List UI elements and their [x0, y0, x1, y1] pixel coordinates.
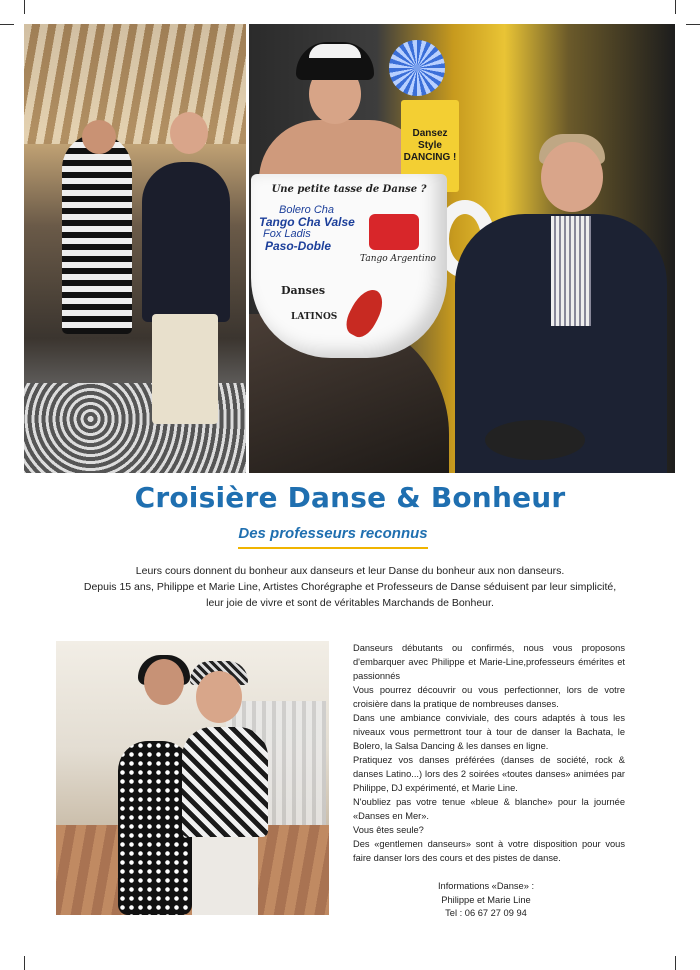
crop-mark [686, 24, 700, 25]
body-paragraph: N'oubliez pas votre tenue «bleue & blanche» pour la journée «Danses en Mer». [353, 797, 625, 821]
crop-mark [24, 0, 25, 14]
crop-mark [675, 0, 676, 14]
man-shirt [551, 216, 591, 326]
intro-line: Leurs cours donnent du bonheur aux danseurs et leur Danse du bonheur aux non danseurs. [135, 565, 565, 577]
accordion-icon [369, 214, 419, 250]
crop-mark [0, 24, 14, 25]
ceiling-lights [24, 24, 246, 144]
contact-names: Philippe et Marie Line [441, 894, 531, 905]
woman-head [144, 659, 184, 705]
man-head [170, 112, 208, 154]
crop-mark [675, 956, 676, 970]
disco-ball [389, 40, 445, 96]
cup-word: Bolero Cha [279, 204, 335, 216]
cup-word: Fox Ladis [263, 228, 311, 240]
cup-word: Tango Cha Valse [259, 215, 355, 229]
man-patterned-shirt [182, 727, 268, 837]
contact-label: Informations «Danse» : [437, 881, 535, 891]
cup-danses-label: Danses [281, 284, 326, 297]
body-paragraph: Pratiquez vos danses préférées (danses de société, rock & danses Latino...) lors des 2 soirées «toutes danses» animées par Philippe, DJ expérimenté, et Marie Line. [353, 755, 625, 793]
contact-block [400, 880, 572, 921]
woman-head [82, 120, 116, 154]
cup-tango-label: Tango Argentino [360, 254, 436, 264]
man-head [196, 671, 242, 723]
man-figure [142, 162, 230, 322]
giant-cup [251, 174, 447, 358]
body-paragraph: Dans une ambiance conviviale, des cours adaptés à tous les niveaux vous permettront tour à tour de danser la Bachata, le Bolero, la Salsa Dancing & les danses en ligne. [353, 713, 625, 751]
intro-paragraph [60, 563, 640, 611]
man-head [541, 142, 603, 212]
woman-polka-dress [118, 741, 192, 915]
intro-line: leur joie de vivre et sont de véritables Marchands de Bonheur. [206, 597, 494, 609]
body-paragraph: Vous êtes seule? [353, 825, 424, 835]
sign-line: Dansez [412, 128, 448, 139]
subtitle-underline [238, 547, 428, 549]
crop-mark [24, 956, 25, 970]
photo-couple-ship-atrium [24, 24, 246, 473]
cup-title: Une petite tasse de Danse ? [271, 184, 427, 195]
photo-giant-cup [249, 24, 675, 473]
bar-stool [485, 420, 585, 460]
sign-line: Style [418, 140, 442, 151]
photo-couple-dancing-deck [56, 641, 329, 915]
cup-latinos-label: LATINOS [291, 312, 338, 322]
body-paragraph: Danseurs débutants ou confirmés, nous vous proposons d'embarquer avec Philippe et Marie-Line,professeurs émérites et passionnés [353, 643, 625, 681]
contact-phone: Tel : 06 67 27 09 94 [445, 908, 527, 918]
body-paragraph: Des «gentlemen danseurs» sont à votre disposition pour vous faire danser lors des cours et des pistes de danse. [353, 839, 625, 863]
cup-word: Paso-Doble [265, 239, 332, 253]
body-text [353, 641, 625, 865]
page-title: Croisière Danse & Bonheur [134, 481, 566, 514]
body-paragraph: Vous pourrez découvrir ou vous perfectionner, lors de votre croisière dans la pratique de nombreuses danses. [353, 685, 625, 709]
man-trousers [192, 837, 258, 915]
chili-pepper-icon [341, 284, 389, 341]
captain-hat-band [309, 44, 361, 58]
page-subtitle: Des professeurs reconnus [238, 525, 428, 542]
cup-dance-words [259, 204, 359, 252]
woman-figure [62, 134, 132, 334]
intro-line: Depuis 15 ans, Philippe et Marie Line, Artistes Chorégraphe et Professeurs de Danse séduisent par leur simplicité, [83, 581, 617, 593]
man-trousers [152, 314, 218, 424]
sign-line: DANCING ! [403, 152, 457, 163]
